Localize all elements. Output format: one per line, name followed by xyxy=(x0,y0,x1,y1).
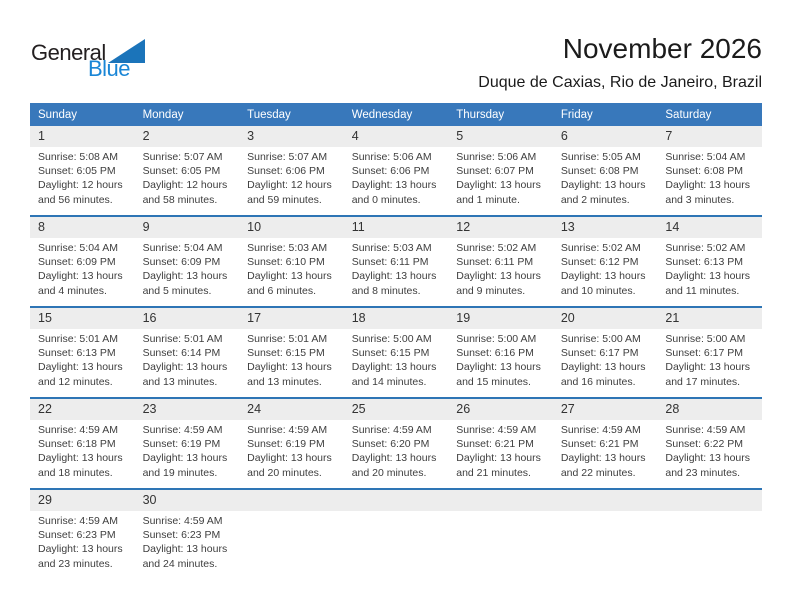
sunrise-text: Sunrise: 4:59 AM xyxy=(142,424,223,436)
day-number: 27 xyxy=(553,399,658,420)
daylight-text: and 23 minutes. xyxy=(38,557,113,570)
daylight-text: and 8 minutes. xyxy=(351,284,421,297)
day-details xyxy=(657,329,762,389)
day-number: 11 xyxy=(344,217,449,238)
day-cell-17 xyxy=(239,307,344,398)
daylight-text: and 20 minutes. xyxy=(351,466,427,479)
day-number: 28 xyxy=(657,399,762,420)
daylight-text: Daylight: 13 hours xyxy=(38,543,123,556)
week-row xyxy=(30,489,762,579)
daylight-text: and 4 minutes. xyxy=(38,284,107,297)
day-number: 21 xyxy=(657,308,762,329)
sunset-text: Sunset: 6:22 PM xyxy=(665,438,744,451)
day-cell-4 xyxy=(344,126,449,216)
day-cell-28 xyxy=(657,398,762,489)
daylight-text: and 6 minutes. xyxy=(247,284,317,297)
sunset-text: Sunset: 6:12 PM xyxy=(560,256,639,269)
day-number: 2 xyxy=(135,126,240,147)
day-cell-23 xyxy=(135,398,240,489)
sunrise-text: Sunrise: 4:59 AM xyxy=(351,424,432,436)
daylight-text: and 18 minutes. xyxy=(38,466,113,479)
daylight-text: and 9 minutes. xyxy=(456,284,526,297)
day-cell-26 xyxy=(448,398,553,489)
weekday-header-row xyxy=(30,103,762,126)
day-number: 17 xyxy=(239,308,344,329)
sunset-text: Sunset: 6:19 PM xyxy=(247,438,325,451)
day-cell-1 xyxy=(30,126,135,216)
weekday-header-thursday: Thursday xyxy=(448,103,553,126)
sunrise-text: Sunrise: 5:01 AM xyxy=(142,333,223,345)
sunset-text: Sunset: 6:05 PM xyxy=(142,165,221,178)
daylight-text: and 17 minutes. xyxy=(665,375,741,388)
sunset-text: Sunset: 6:11 PM xyxy=(351,256,429,269)
daylight-text: Daylight: 13 hours xyxy=(665,179,751,192)
weekday-header-tuesday: Tuesday xyxy=(239,103,344,126)
sunrise-text: Sunrise: 4:59 AM xyxy=(38,424,118,436)
sunset-text: Sunset: 6:13 PM xyxy=(665,256,744,269)
daylight-text: Daylight: 13 hours xyxy=(560,361,646,374)
day-cell-empty xyxy=(657,489,762,579)
daylight-text: Daylight: 13 hours xyxy=(456,452,541,465)
sunrise-text: Sunrise: 5:06 AM xyxy=(351,151,432,163)
day-cell-15 xyxy=(30,307,135,398)
daylight-text: Daylight: 13 hours xyxy=(665,270,751,283)
daylight-text: and 12 minutes. xyxy=(38,375,113,388)
weekday-header-saturday: Saturday xyxy=(657,103,762,126)
sunset-text: Sunset: 6:05 PM xyxy=(38,165,116,178)
sunset-text: Sunset: 6:06 PM xyxy=(247,165,325,178)
day-cell-9 xyxy=(135,216,240,307)
daylight-text: Daylight: 13 hours xyxy=(456,179,541,192)
daylight-text: Daylight: 12 hours xyxy=(247,179,332,192)
daylight-text: Daylight: 13 hours xyxy=(560,270,646,283)
day-cell-20 xyxy=(553,307,658,398)
daylight-text: Daylight: 13 hours xyxy=(351,452,437,465)
day-details xyxy=(239,238,344,298)
sunset-text: Sunset: 6:15 PM xyxy=(351,347,430,360)
day-details xyxy=(657,238,762,298)
day-cell-10 xyxy=(239,216,344,307)
page-subtitle: Duque de Caxias, Rio de Janeiro, Brazil xyxy=(478,74,762,91)
daylight-text: and 2 minutes. xyxy=(560,193,630,206)
logo-text-general: General xyxy=(31,40,106,65)
daylight-text: and 0 minutes. xyxy=(351,193,421,206)
day-number: 16 xyxy=(135,308,240,329)
day-details xyxy=(553,329,658,389)
sunset-text: Sunset: 6:21 PM xyxy=(456,438,534,451)
sunrise-text: Sunrise: 5:07 AM xyxy=(247,151,328,163)
day-cell-2 xyxy=(135,126,240,216)
weekday-header-wednesday: Wednesday xyxy=(344,103,449,126)
sunrise-text: Sunrise: 5:03 AM xyxy=(351,242,432,254)
week-row xyxy=(30,216,762,307)
sunset-text: Sunset: 6:21 PM xyxy=(560,438,639,451)
sunset-text: Sunset: 6:17 PM xyxy=(665,347,744,360)
week-row xyxy=(30,126,762,216)
daylight-text: Daylight: 13 hours xyxy=(665,361,751,374)
day-details xyxy=(135,329,240,389)
daylight-text: Daylight: 13 hours xyxy=(38,270,123,283)
day-cell-5 xyxy=(448,126,553,216)
sunset-text: Sunset: 6:09 PM xyxy=(142,256,221,269)
day-cell-13 xyxy=(553,216,658,307)
day-details xyxy=(135,511,240,571)
daylight-text: Daylight: 13 hours xyxy=(142,543,228,556)
daylight-text: and 11 minutes. xyxy=(665,284,740,297)
sunset-text: Sunset: 6:06 PM xyxy=(351,165,430,178)
day-cell-empty xyxy=(553,489,658,579)
sunrise-text: Sunrise: 5:07 AM xyxy=(142,151,223,163)
day-number: 22 xyxy=(30,399,135,420)
sunrise-text: Sunrise: 5:00 AM xyxy=(456,333,537,345)
day-details xyxy=(448,238,553,298)
sunrise-text: Sunrise: 4:59 AM xyxy=(142,515,223,527)
daylight-text: and 19 minutes. xyxy=(142,466,218,479)
day-details xyxy=(553,420,658,480)
daylight-text: Daylight: 13 hours xyxy=(560,179,646,192)
day-details xyxy=(344,329,449,389)
day-details xyxy=(135,147,240,207)
sunset-text: Sunset: 6:23 PM xyxy=(38,529,116,542)
day-number: 14 xyxy=(657,217,762,238)
weekday-header-monday: Monday xyxy=(135,103,240,126)
sunrise-text: Sunrise: 5:05 AM xyxy=(560,151,641,163)
sunset-text: Sunset: 6:07 PM xyxy=(456,165,534,178)
sunrise-text: Sunrise: 5:01 AM xyxy=(247,333,328,345)
day-cell-11 xyxy=(344,216,449,307)
daylight-text: and 14 minutes. xyxy=(351,375,427,388)
sunset-text: Sunset: 6:15 PM xyxy=(247,347,325,360)
daylight-text: and 21 minutes. xyxy=(456,466,531,479)
day-details xyxy=(657,420,762,480)
week-row xyxy=(30,307,762,398)
daylight-text: and 56 minutes. xyxy=(38,193,113,206)
sunset-text: Sunset: 6:10 PM xyxy=(247,256,325,269)
day-details xyxy=(30,511,135,571)
daylight-text: Daylight: 13 hours xyxy=(247,270,332,283)
day-cell-empty xyxy=(344,489,449,579)
day-details xyxy=(553,238,658,298)
day-details xyxy=(30,329,135,389)
daylight-text: Daylight: 12 hours xyxy=(38,179,123,192)
daylight-text: and 20 minutes. xyxy=(247,466,322,479)
daylight-text: Daylight: 12 hours xyxy=(142,179,228,192)
day-cell-24 xyxy=(239,398,344,489)
daylight-text: Daylight: 13 hours xyxy=(142,452,228,465)
weekday-header-friday: Friday xyxy=(553,103,658,126)
day-details xyxy=(30,420,135,480)
day-number: 20 xyxy=(553,308,658,329)
day-details xyxy=(657,147,762,207)
sunrise-text: Sunrise: 4:59 AM xyxy=(38,515,118,527)
sunset-text: Sunset: 6:11 PM xyxy=(456,256,534,269)
day-cell-29 xyxy=(30,489,135,579)
day-number: 25 xyxy=(344,399,449,420)
day-number: 5 xyxy=(448,126,553,147)
sunrise-text: Sunrise: 5:04 AM xyxy=(665,151,746,163)
day-cell-16 xyxy=(135,307,240,398)
sunrise-text: Sunrise: 5:01 AM xyxy=(38,333,118,345)
sunset-text: Sunset: 6:16 PM xyxy=(456,347,534,360)
sunrise-text: Sunrise: 5:02 AM xyxy=(665,242,746,254)
daylight-text: and 24 minutes. xyxy=(142,557,218,570)
day-details xyxy=(448,147,553,207)
sunrise-text: Sunrise: 4:59 AM xyxy=(247,424,328,436)
page-title: November 2026 xyxy=(562,33,762,64)
day-cell-21 xyxy=(657,307,762,398)
day-number: 3 xyxy=(239,126,344,147)
day-cell-19 xyxy=(448,307,553,398)
day-cell-25 xyxy=(344,398,449,489)
sunrise-text: Sunrise: 5:06 AM xyxy=(456,151,537,163)
daylight-text: and 13 minutes. xyxy=(247,375,322,388)
day-number: 8 xyxy=(30,217,135,238)
day-number: 18 xyxy=(344,308,449,329)
day-number: 9 xyxy=(135,217,240,238)
sunrise-text: Sunrise: 5:00 AM xyxy=(560,333,641,345)
day-number: 26 xyxy=(448,399,553,420)
daylight-text: Daylight: 13 hours xyxy=(560,452,646,465)
daylight-text: Daylight: 13 hours xyxy=(142,270,228,283)
daylight-text: Daylight: 13 hours xyxy=(38,452,123,465)
daylight-text: and 22 minutes. xyxy=(560,466,636,479)
day-details xyxy=(553,147,658,207)
sunrise-text: Sunrise: 5:08 AM xyxy=(38,151,118,163)
day-number: 24 xyxy=(239,399,344,420)
sunrise-text: Sunrise: 5:00 AM xyxy=(351,333,432,345)
day-details xyxy=(448,329,553,389)
daylight-text: and 10 minutes. xyxy=(560,284,636,297)
day-number xyxy=(344,490,449,511)
day-number: 13 xyxy=(553,217,658,238)
daylight-text: Daylight: 13 hours xyxy=(351,361,437,374)
day-cell-8 xyxy=(30,216,135,307)
sunset-text: Sunset: 6:09 PM xyxy=(38,256,116,269)
day-cell-empty xyxy=(448,489,553,579)
day-number: 4 xyxy=(344,126,449,147)
daylight-text: Daylight: 13 hours xyxy=(665,452,751,465)
daylight-text: and 15 minutes. xyxy=(456,375,531,388)
calendar-table xyxy=(30,103,762,579)
day-cell-14 xyxy=(657,216,762,307)
daylight-text: Daylight: 13 hours xyxy=(351,179,437,192)
sunrise-text: Sunrise: 5:00 AM xyxy=(665,333,746,345)
day-number: 10 xyxy=(239,217,344,238)
logo-text-blue: Blue xyxy=(88,56,131,81)
day-number: 7 xyxy=(657,126,762,147)
daylight-text: Daylight: 13 hours xyxy=(351,270,437,283)
day-details xyxy=(344,238,449,298)
day-details xyxy=(344,420,449,480)
sunrise-text: Sunrise: 4:59 AM xyxy=(665,424,746,436)
day-cell-27 xyxy=(553,398,658,489)
sunrise-text: Sunrise: 4:59 AM xyxy=(456,424,537,436)
daylight-text: Daylight: 13 hours xyxy=(247,452,332,465)
day-details xyxy=(344,147,449,207)
day-cell-12 xyxy=(448,216,553,307)
day-number: 12 xyxy=(448,217,553,238)
daylight-text: Daylight: 13 hours xyxy=(456,361,541,374)
day-details xyxy=(135,420,240,480)
sunset-text: Sunset: 6:08 PM xyxy=(560,165,639,178)
day-details xyxy=(30,147,135,207)
day-details xyxy=(239,420,344,480)
daylight-text: Daylight: 13 hours xyxy=(247,361,332,374)
sunrise-text: Sunrise: 5:04 AM xyxy=(142,242,223,254)
daylight-text: and 16 minutes. xyxy=(560,375,636,388)
day-number xyxy=(239,490,344,511)
sunrise-text: Sunrise: 4:59 AM xyxy=(560,424,641,436)
sunset-text: Sunset: 6:18 PM xyxy=(38,438,116,451)
day-cell-18 xyxy=(344,307,449,398)
sunset-text: Sunset: 6:20 PM xyxy=(351,438,430,451)
daylight-text: and 59 minutes. xyxy=(247,193,322,206)
day-number xyxy=(553,490,658,511)
day-cell-3 xyxy=(239,126,344,216)
daylight-text: and 1 minute. xyxy=(456,193,520,206)
daylight-text: and 58 minutes. xyxy=(142,193,218,206)
daylight-text: and 3 minutes. xyxy=(665,193,735,206)
weekday-header-sunday: Sunday xyxy=(30,103,135,126)
daylight-text: and 23 minutes. xyxy=(665,466,741,479)
sunset-text: Sunset: 6:23 PM xyxy=(142,529,221,542)
day-details xyxy=(239,329,344,389)
day-number xyxy=(657,490,762,511)
day-number: 15 xyxy=(30,308,135,329)
daylight-text: Daylight: 13 hours xyxy=(456,270,541,283)
sunset-text: Sunset: 6:19 PM xyxy=(142,438,221,451)
sunrise-text: Sunrise: 5:04 AM xyxy=(38,242,118,254)
day-cell-22 xyxy=(30,398,135,489)
day-cell-30 xyxy=(135,489,240,579)
sunrise-text: Sunrise: 5:02 AM xyxy=(560,242,641,254)
sunset-text: Sunset: 6:08 PM xyxy=(665,165,744,178)
day-cell-7 xyxy=(657,126,762,216)
day-details xyxy=(448,420,553,480)
day-number: 30 xyxy=(135,490,240,511)
day-details xyxy=(135,238,240,298)
daylight-text: and 13 minutes. xyxy=(142,375,218,388)
day-number: 19 xyxy=(448,308,553,329)
daylight-text: and 5 minutes. xyxy=(142,284,212,297)
day-number: 6 xyxy=(553,126,658,147)
day-number xyxy=(448,490,553,511)
sunset-text: Sunset: 6:17 PM xyxy=(560,347,639,360)
sunrise-text: Sunrise: 5:02 AM xyxy=(456,242,537,254)
day-number: 29 xyxy=(30,490,135,511)
day-number: 23 xyxy=(135,399,240,420)
day-details xyxy=(30,238,135,298)
week-row xyxy=(30,398,762,489)
day-cell-6 xyxy=(553,126,658,216)
daylight-text: Daylight: 13 hours xyxy=(38,361,123,374)
sunset-text: Sunset: 6:13 PM xyxy=(38,347,116,360)
logo xyxy=(31,38,145,80)
day-number: 1 xyxy=(30,126,135,147)
sunset-text: Sunset: 6:14 PM xyxy=(142,347,221,360)
daylight-text: Daylight: 13 hours xyxy=(142,361,228,374)
sunrise-text: Sunrise: 5:03 AM xyxy=(247,242,328,254)
day-cell-empty xyxy=(239,489,344,579)
day-details xyxy=(239,147,344,207)
